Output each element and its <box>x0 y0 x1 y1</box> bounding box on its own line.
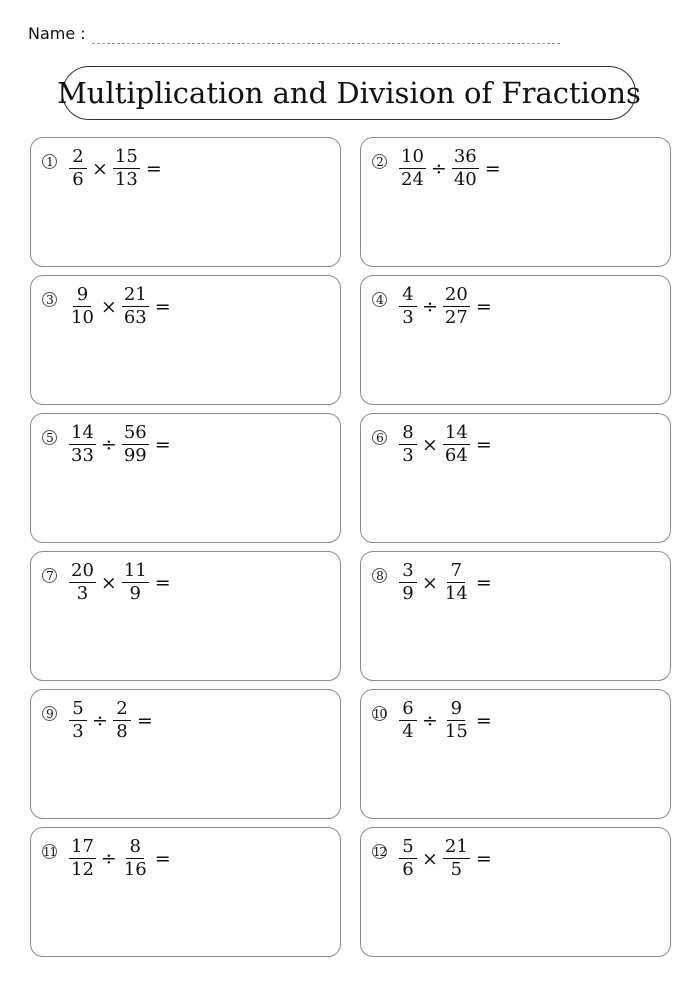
name-field[interactable] <box>92 27 560 44</box>
problem-number: 4 <box>372 292 387 307</box>
problem-expression <box>372 699 492 742</box>
denominator: 14 <box>444 583 468 604</box>
numerator: 10 <box>401 146 424 167</box>
problem-card-1[interactable] <box>30 137 341 267</box>
operator: × <box>92 157 108 180</box>
fraction-a <box>399 561 417 604</box>
operator: × <box>422 847 438 870</box>
problem-number: 9 <box>42 706 57 721</box>
numerator: 2 <box>113 699 131 721</box>
denominator: 40 <box>453 169 477 190</box>
fraction-b <box>443 285 470 328</box>
denominator: 8 <box>116 721 128 742</box>
denominator: 27 <box>444 307 468 328</box>
operator: ÷ <box>92 709 108 732</box>
problem-number: 11 <box>42 844 57 859</box>
denominator: 33 <box>71 445 94 466</box>
problem-expression <box>372 837 492 880</box>
problem-number: 12 <box>372 844 387 859</box>
fraction-b <box>443 699 470 742</box>
numerator: 17 <box>71 836 94 857</box>
numerator: 11 <box>123 560 147 581</box>
problem-number: 2 <box>372 154 387 169</box>
denominator: 9 <box>402 583 414 604</box>
problem-number: 1 <box>42 154 57 169</box>
problem-expression <box>372 423 492 466</box>
denominator: 12 <box>71 859 94 880</box>
fraction-b <box>443 423 470 466</box>
fraction-b <box>122 285 149 328</box>
operator: × <box>100 295 117 318</box>
fraction-a <box>399 837 417 880</box>
denominator: 9 <box>129 583 141 604</box>
numerator: 36 <box>453 146 477 167</box>
operator: ÷ <box>100 433 117 456</box>
fraction-b <box>443 837 470 880</box>
fraction-b <box>122 837 149 880</box>
problem-card-4[interactable] <box>360 275 671 405</box>
fraction-a <box>399 423 417 466</box>
numerator: 14 <box>71 422 94 443</box>
numerator: 3 <box>399 561 417 583</box>
denominator: 10 <box>71 307 94 328</box>
operator: × <box>422 433 438 456</box>
fraction-a <box>399 699 417 742</box>
problem-card-7[interactable] <box>30 551 341 681</box>
operator: × <box>100 571 117 594</box>
operator: ÷ <box>422 709 438 732</box>
equals-sign: = <box>475 571 492 594</box>
fraction-b <box>122 423 149 466</box>
problem-number: 7 <box>42 568 57 583</box>
problem-expression <box>42 423 171 466</box>
problem-card-2[interactable] <box>360 137 671 267</box>
problem-card-12[interactable] <box>360 827 671 957</box>
fraction-b <box>443 561 470 604</box>
problem-expression <box>42 285 171 328</box>
denominator: 16 <box>123 859 147 880</box>
problem-number: 8 <box>372 568 387 583</box>
numerator: 20 <box>444 284 468 305</box>
problem-card-6[interactable] <box>360 413 671 543</box>
numerator: 5 <box>69 699 87 721</box>
equals-sign: = <box>475 709 492 732</box>
operator: ÷ <box>422 295 438 318</box>
equals-sign: = <box>154 433 171 456</box>
numerator: 20 <box>71 560 94 581</box>
problem-expression <box>42 837 171 880</box>
fraction-a <box>69 285 96 328</box>
denominator: 13 <box>114 169 138 190</box>
problem-card-5[interactable] <box>30 413 341 543</box>
problem-card-9[interactable] <box>30 689 341 819</box>
fraction-b <box>452 147 479 190</box>
numerator: 21 <box>444 836 468 857</box>
numerator: 5 <box>399 837 417 859</box>
denominator: 24 <box>401 169 424 190</box>
denominator: 15 <box>444 721 468 742</box>
operator: ÷ <box>100 847 117 870</box>
denominator: 99 <box>123 445 147 466</box>
equals-sign: = <box>154 847 171 870</box>
numerator: 21 <box>123 284 147 305</box>
problem-card-3[interactable] <box>30 275 341 405</box>
fraction-a <box>69 699 87 742</box>
problem-number: 10 <box>372 706 387 721</box>
denominator: 6 <box>72 169 84 190</box>
denominator: 63 <box>123 307 147 328</box>
numerator: 8 <box>126 837 144 859</box>
problem-card-8[interactable] <box>360 551 671 681</box>
numerator: 6 <box>399 699 417 721</box>
problem-expression <box>42 699 153 742</box>
numerator: 7 <box>447 561 465 583</box>
denominator: 3 <box>402 307 414 328</box>
problem-expression <box>372 285 492 328</box>
equals-sign: = <box>475 433 492 456</box>
numerator: 56 <box>123 422 147 443</box>
title-box <box>57 66 641 120</box>
numerator: 4 <box>399 285 417 307</box>
problem-grid <box>30 137 671 957</box>
fraction-a <box>399 285 417 328</box>
equals-sign: = <box>136 709 153 732</box>
numerator: 14 <box>444 422 468 443</box>
denominator: 64 <box>444 445 468 466</box>
page-title: Multiplication and Division of Fractions <box>57 76 641 110</box>
fraction-a <box>69 147 87 190</box>
numerator: 8 <box>399 423 417 445</box>
denominator: 3 <box>76 583 89 604</box>
operator: ÷ <box>430 157 447 180</box>
equals-sign: = <box>475 847 492 870</box>
problem-number: 6 <box>372 430 387 445</box>
problem-expression <box>42 561 171 604</box>
denominator: 5 <box>450 859 463 880</box>
fraction-a <box>69 423 96 466</box>
denominator: 3 <box>402 445 414 466</box>
equals-sign: = <box>475 295 492 318</box>
fraction-b <box>113 147 140 190</box>
fraction-b <box>122 561 149 604</box>
numerator: 9 <box>73 285 91 307</box>
problem-card-11[interactable] <box>30 827 341 957</box>
operator: × <box>422 571 438 594</box>
numerator: 9 <box>447 699 465 721</box>
denominator: 3 <box>72 721 84 742</box>
numerator: 15 <box>114 146 138 167</box>
equals-sign: = <box>154 571 171 594</box>
problem-number: 3 <box>42 292 57 307</box>
fraction-a <box>69 837 96 880</box>
name-row <box>28 24 560 44</box>
problem-card-10[interactable] <box>360 689 671 819</box>
fraction-a <box>399 147 426 190</box>
problem-expression <box>372 561 492 604</box>
problem-expression <box>42 147 162 190</box>
problem-expression <box>372 147 501 190</box>
fraction-a <box>69 561 96 604</box>
fraction-b <box>113 699 131 742</box>
denominator: 4 <box>402 721 414 742</box>
denominator: 6 <box>402 859 414 880</box>
equals-sign: = <box>145 157 162 180</box>
equals-sign: = <box>154 295 171 318</box>
numerator: 2 <box>69 147 87 169</box>
problem-number: 5 <box>42 430 57 445</box>
name-label: Name : <box>28 24 86 43</box>
equals-sign: = <box>484 157 501 180</box>
